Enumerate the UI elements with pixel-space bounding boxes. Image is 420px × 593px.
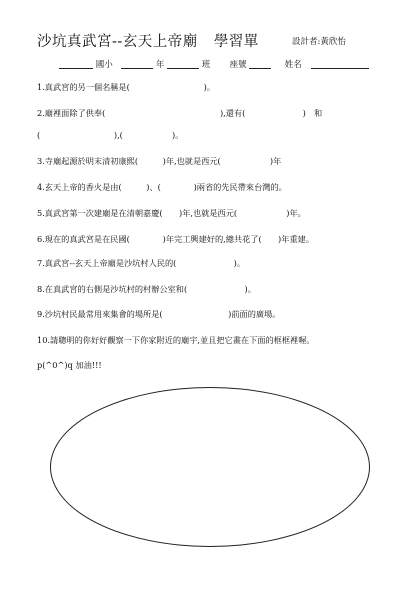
question-8: 8.在真武宮的右側是沙坑村的村辦公室和( )。: [37, 284, 256, 294]
question-4: 4.玄天上帝的香火是由( )、( )兩省的先民帶來台灣的。: [37, 182, 287, 192]
question-3: 3.寺廟起源於明末清初康熙( )年,也就是西元( )年: [37, 156, 282, 166]
designer-credit: 設計者:黃欣怡: [292, 37, 346, 47]
drawing-oval[interactable]: [50, 387, 370, 547]
school-label: 國小: [95, 60, 113, 70]
student-info-line: [59, 58, 369, 70]
grade-blank[interactable]: [121, 58, 153, 69]
seat-blank[interactable]: [249, 58, 271, 69]
page-title: [37, 30, 259, 51]
question-2-continued: ( ),( )。: [37, 130, 184, 140]
title-main: 沙坑真武宮--玄天上帝廟: [37, 34, 198, 50]
grade-label: 年: [155, 60, 165, 70]
question-7: 7.真武宮--玄天上帝廟是沙坑村人民的( )。: [37, 258, 246, 268]
cheer-text: p(^0^)q 加油!!!: [37, 360, 102, 370]
question-9: 9.沙坑村民最常用來集會的場所是( )前面的廣場。: [37, 309, 281, 319]
name-blank[interactable]: [311, 58, 369, 69]
question-10: 10.請聰明的你好好觀察一下你家附近的廟宇,並且把它畫在下面的框框裡喔。: [37, 335, 315, 345]
class-label: 班: [201, 60, 211, 70]
title-sub: 學習單: [213, 34, 259, 50]
class-blank[interactable]: [167, 58, 199, 69]
seat-label: 座號: [229, 60, 247, 70]
question-5: 5.真武宮第一次建廟是在清朝嘉慶( )年,也就是西元( )年。: [37, 208, 306, 218]
question-1: 1.真武宮的另一個名稱是( )。: [37, 82, 215, 92]
question-2: 2.廟裡面除了供奉( ),還有( ) 和: [37, 108, 323, 118]
name-label: 姓名: [284, 60, 302, 70]
school-blank[interactable]: [59, 58, 93, 69]
question-6: 6.現在的真武宮是在民國( )年完工興建好的,總共花了( )年重建。: [37, 234, 315, 244]
